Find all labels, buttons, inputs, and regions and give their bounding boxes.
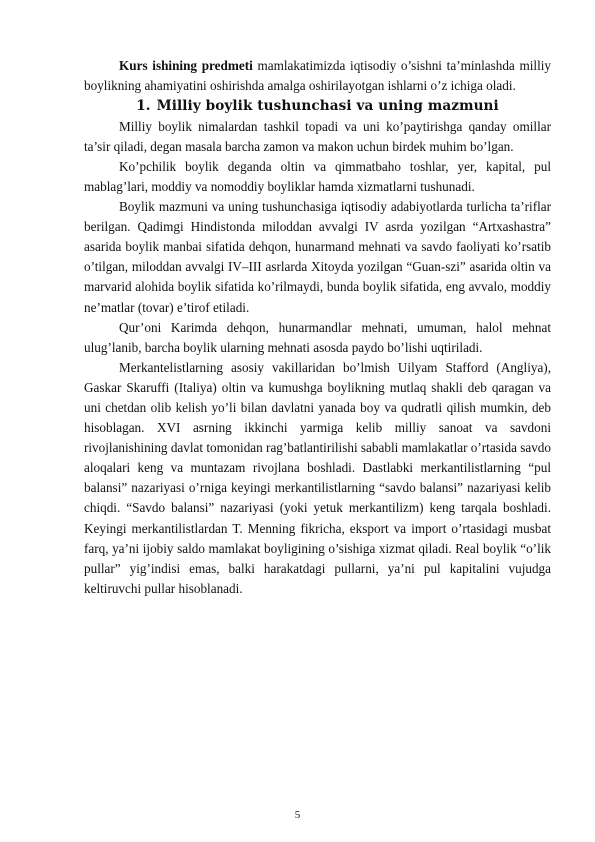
body-paragraph: Boylik mazmuni va uning tushunchasiga iqtisodiy adabiyotlarda turlicha ta’riflar berilgan. Qadimgi Hindistonda miloddan avvalgi IV asrda yozilgan “Artxashastra” asarida boylik manbai sifatida dehqon, hunarmand mehnati va savdo faoliyati ko’rsatib o’tilgan, miloddan avvalgi IV–III asrlarda Xitoyda yozilgan “Guan-szi” asarida oltin va marvarid alohida boylik sifatida ko’rilmaydi, bunda boylik sifatida, eng avvalo, moddiy ne’matlar (tovar) e’tirof etiladi.	[84, 199, 551, 315]
page-content	[84, 56, 551, 599]
intro-paragraph	[84, 56, 551, 96]
body-paragraph: Ko’pchilik boylik deganda oltin va qimmatbaho toshlar, yer, kapital, pul mablag’lari, moddiy va nomoddiy boyliklar hamda xizmatlarni tushunadi.	[84, 158, 551, 194]
section-heading	[84, 96, 551, 117]
body-paragraph: Milliy boylik nimalardan tashkil topadi va uni ko’paytirishga qanday omillar ta’sir qiladi, degan masala barcha zamon va makon uchun birdek muhim bo’lgan.	[84, 118, 551, 154]
body-paragraph: Qur’oni Karimda dehqon, hunarmandlar mehnati, umuman, halol mehnat ulug’lanib, barcha boylik ularning mehnati asosda paydo bo’lishi uqtiriladi.	[84, 319, 551, 355]
intro-lead-bold: Kurs ishining predmeti	[119, 58, 253, 73]
body-paragraph: Merkantelistlarning asosiy vakillaridan bo’lmish Uilyam Stafford (Angliya), Gaskar Skaruffi (Italiya) oltin va kumushga boylikning mutlaq shakli deb qaragan va uni chetdan olib kelish yo’li bilan davlatni yanada boy va qudratli qilish mumkin, deb hisoblagan. XVI asrning ikkinchi yarmiga kelib milliy sanoat va savdoni rivojlanishining davlat tomonidan rag’batlantirilishi sababli mamlakatlar o’rtasida savdo aloqalari keng va muntazam rivojlana boshladi. Dastlabki merkantilistlarning “pul balansi” nazariyasi o’rniga keyingi merkantilistlarning “savdo balansi” nazariyasi kelib chiqdi. “Savdo balansi” nazariyasi (yoki yetuk merkantilizm) keng tarqala boshladi. Keyingi merkantilistlardan T. Menning fikricha, eksport va import o’rtasidagi musbat farq, ya’ni ijobiy saldo mamlakat boyligining o’sishiga xizmat qiladi. Real boylik “o’lik pullar” yig’indisi emas, balki harakatdagi pullarni, ya’ni pul kapitalini vujudga keltiruvchi pullar hisoblanadi.	[84, 359, 551, 596]
section-number: 1.	[136, 98, 151, 115]
section-title: Milliy boylik tushunchasi va uning mazmuni	[156, 98, 499, 115]
page-number: 5	[294, 809, 301, 821]
intro-text: mamlakatimizda iqtisodiy o’sishni ta’minlashda milliy boylikning ahamiyatini oshirishda amalga oshirilayotgan ishlarni o’z ichiga oladi.	[84, 58, 552, 94]
